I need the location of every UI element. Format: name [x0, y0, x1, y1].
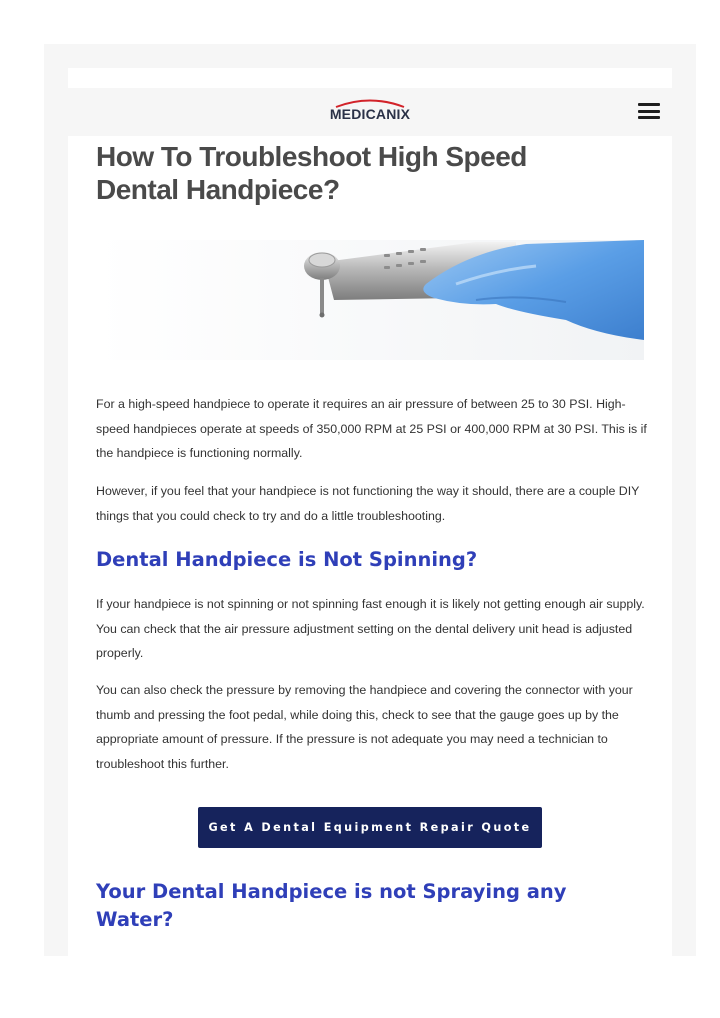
page-title: How To Troubleshoot High Speed Dental Handpiece?: [96, 141, 527, 205]
article-content: [68, 136, 672, 956]
section-heading-not-spinning: Dental Handpiece is Not Spinning?: [96, 548, 478, 571]
top-bar: [68, 68, 672, 88]
logo-text: MEDICANIX: [329, 106, 411, 122]
site-header: [68, 88, 672, 136]
medicanix-logo[interactable]: [322, 98, 418, 126]
section-paragraph: If your handpiece is not spinning or not spinning fast enough it is likely not getting enough air supply. You can check that the air pressure adjustment setting on the dental delivery unit head is adjusted properly.: [96, 597, 645, 660]
intro-paragraph: However, if you feel that your handpiece is not functioning the way it should, there are a couple DIY things that you could check to try and do a little troubleshooting.: [96, 484, 640, 523]
section-paragraph: You can also check the pressure by removing the handpiece and covering the connector with your thumb and pressing the foot pedal, while doing this, check to see that the gauge goes up by the appropriate amount of pressure. If the pressure is not adequate you may need a technician to troubleshoot this further.: [96, 683, 633, 771]
intro-paragraph: For a high-speed handpiece to operate it requires an air pressure of between 25 to 30 PSI. High-speed handpieces operate at speeds of 350,000 RPM at 25 PSI or 400,000 RPM at 30 PSI. This is if the handpiece is functioning normally.: [96, 397, 647, 460]
repair-quote-button[interactable]: Get A Dental Equipment Repair Quote: [198, 807, 542, 848]
hamburger-menu-icon[interactable]: [638, 102, 660, 120]
dental-handpiece-image: [96, 240, 644, 360]
section-heading-not-spraying: Your Dental Handpiece is not Spraying any Water?: [96, 880, 567, 931]
